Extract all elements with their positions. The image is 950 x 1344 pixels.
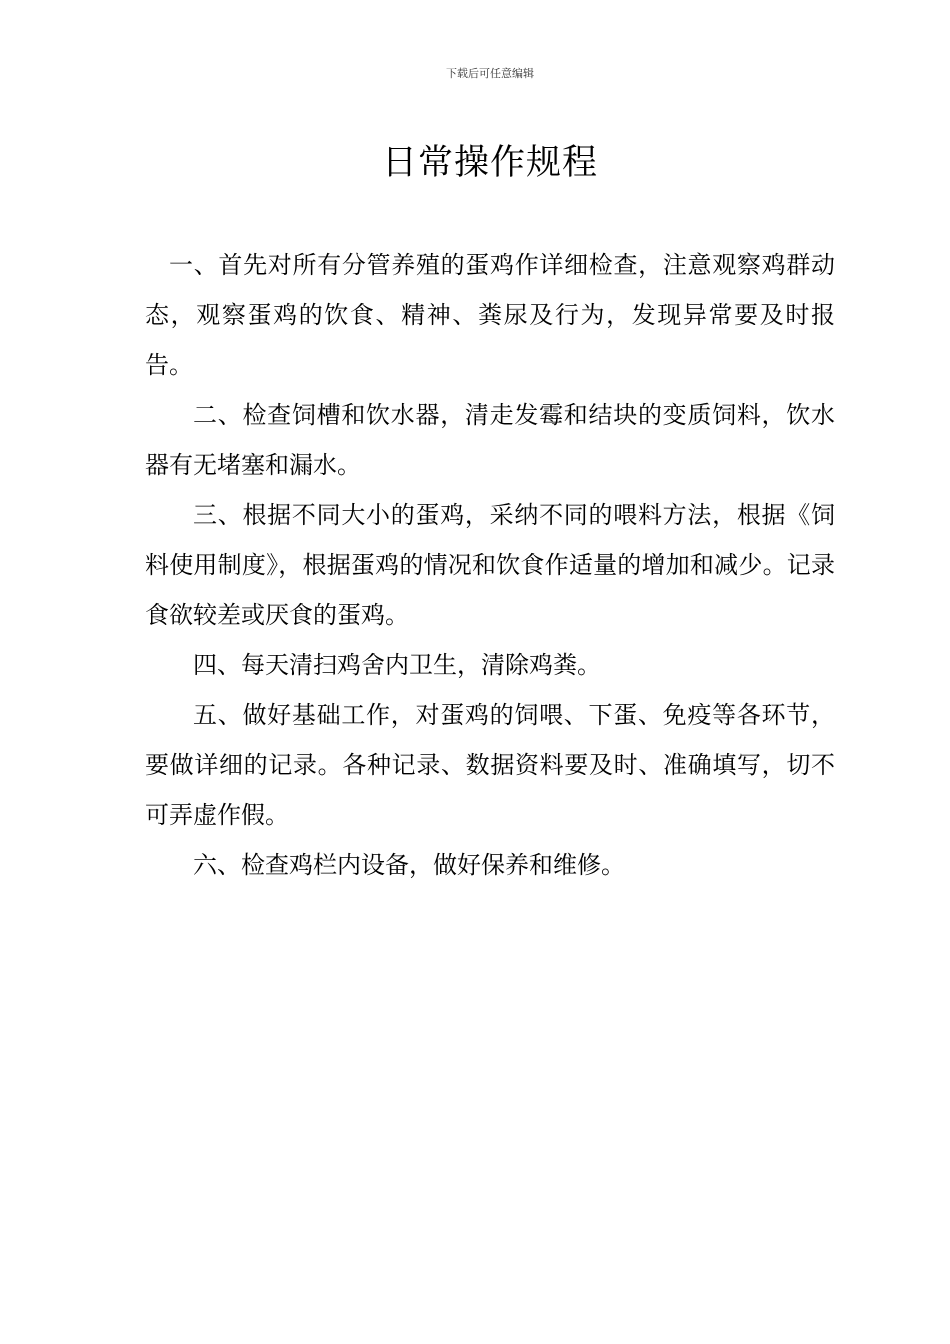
paragraph-4: 四、每天清扫鸡舍内卫生，清除鸡粪。 bbox=[193, 651, 601, 679]
document-body bbox=[145, 240, 835, 890]
paragraph-2: 二、检查饲槽和饮水器，清走发霉和结块的变质饲料，饮水器有无堵塞和漏水。 bbox=[145, 401, 835, 479]
header-note: 下载后可任意编辑 bbox=[446, 67, 534, 80]
paragraph-6: 六、检查鸡栏内设备，做好保养和维修。 bbox=[193, 851, 625, 879]
page-title: 日常操作规程 bbox=[381, 143, 598, 183]
paragraph-5: 五、做好基础工作，对蛋鸡的饲喂、下蛋、免疫等各环节，要做详细的记录。各种记录、数据资料要及时、准确填写，切不可弄虚作假。 bbox=[145, 701, 835, 829]
paragraph-1: 一、首先对所有分管养殖的蛋鸡作详细检查，注意观察鸡群动态，观察蛋鸡的饮食、精神、粪尿及行为，发现异常要及时报告。 bbox=[145, 251, 835, 379]
paragraph-3: 三、根据不同大小的蛋鸡，采纳不同的喂料方法，根据《饲料使用制度》，根据蛋鸡的情况和饮食作适量的增加和减少。记录食欲较差或厌食的蛋鸡。 bbox=[145, 501, 835, 629]
